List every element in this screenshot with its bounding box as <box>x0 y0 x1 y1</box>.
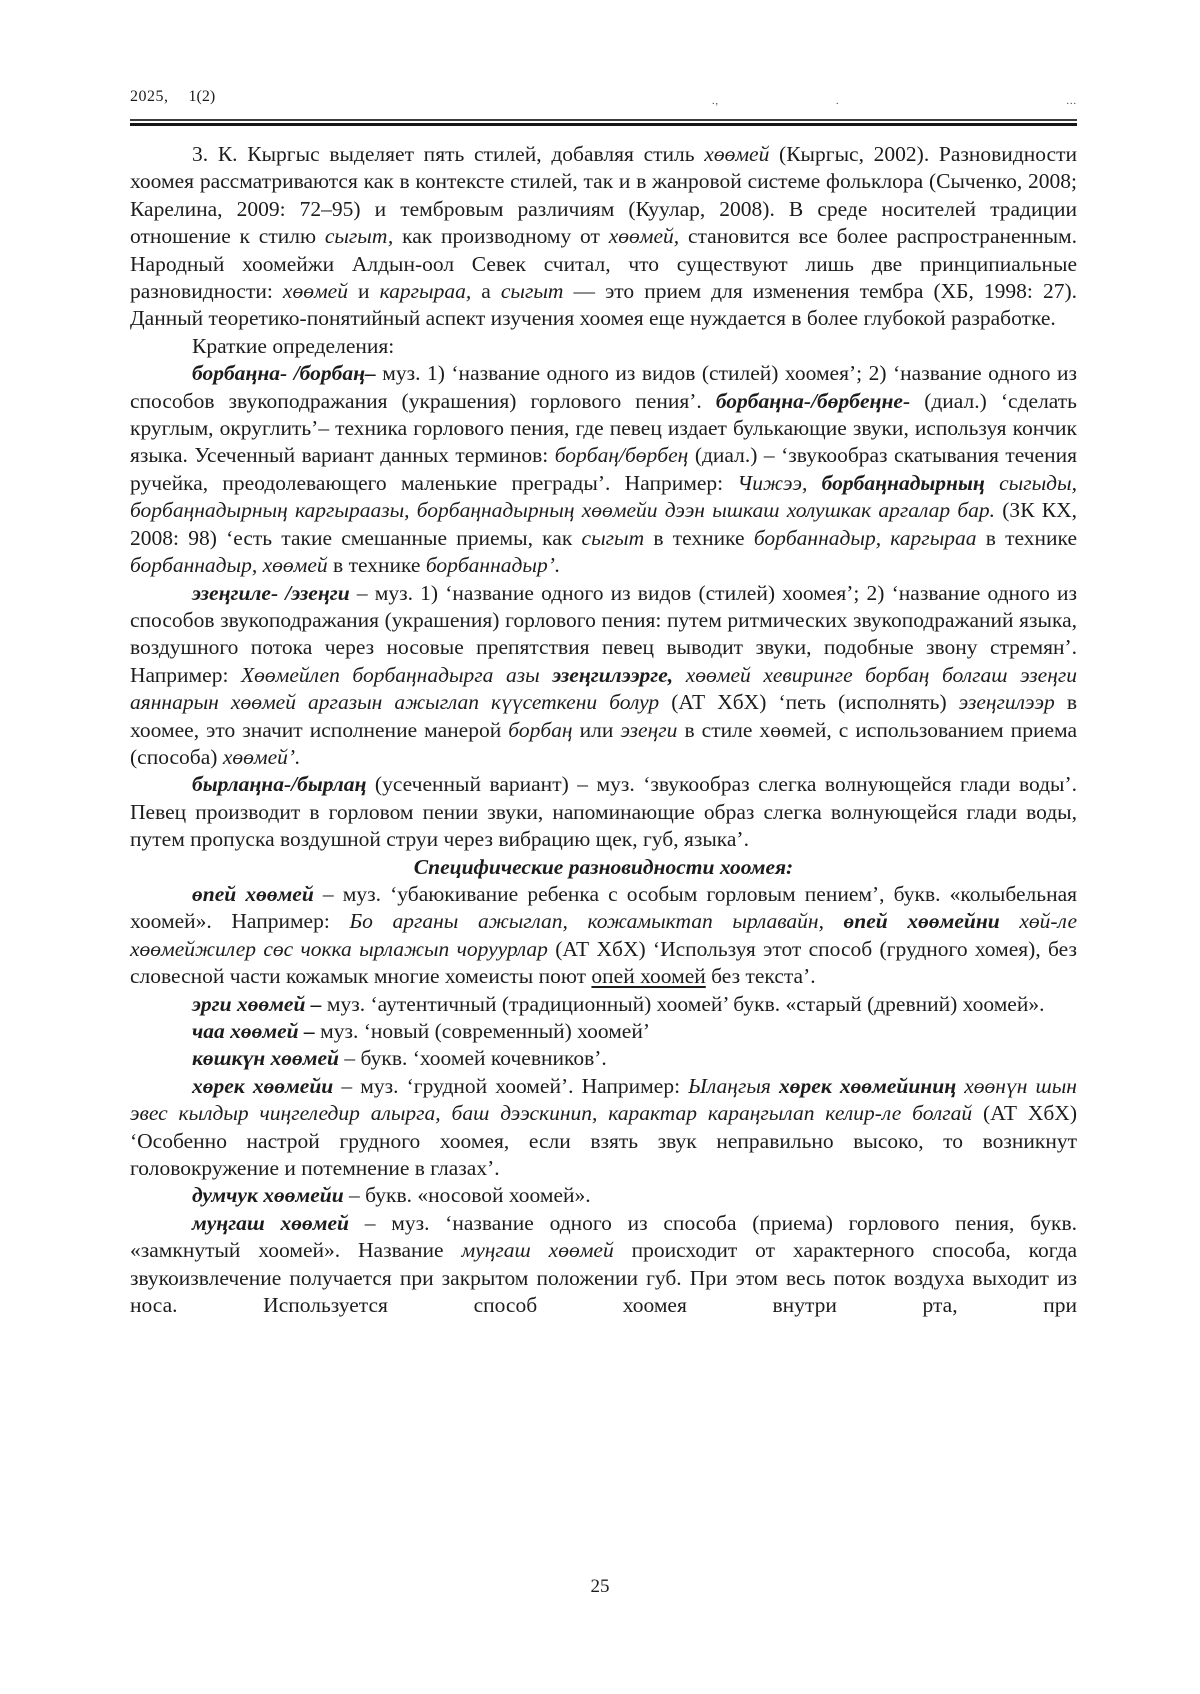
text-run: чаа хөөмей – <box>192 1019 315 1043</box>
text-run: сыгыды, борбаңнадырның каргыраазы, борбаңнадырның хөөмейи дээн ышкаш холушкак аргалар бар. <box>130 470 1077 523</box>
text-run: бырлаңна-/бырлаң <box>192 772 367 797</box>
header-faded-mark-1: ., <box>712 96 719 107</box>
text-run: өпей хөөмей <box>192 881 314 906</box>
text-run: (ЗК КХ, 2008: 98) ‘есть такие смешанные приемы, как <box>130 498 1078 550</box>
text-run: борбаннадыр’. <box>425 553 561 578</box>
definition-ergi <box>130 991 1077 1018</box>
text-run: – муз. ‘грудной хоомей’. Например: <box>333 1073 689 1098</box>
text-run: хөрек хөөмейиниң <box>779 1073 957 1098</box>
text-run: борбаң/бөрбең <box>554 443 689 468</box>
text-run: становится все более распространенным. Народный хоомейжи Алдын-оол Севек считал, что существуют лишь две принципиальные разновидности: <box>130 224 1077 304</box>
text-run: хөөмей’. <box>222 744 301 769</box>
text-run: Хөөмейлеп борбаңнадырга азы <box>241 662 553 687</box>
text-run: в технике <box>644 525 754 550</box>
definition-dumchuk <box>130 1182 1077 1209</box>
text-run: (АТ ХбХ) ‘петь (исполнять) <box>659 690 959 715</box>
text-run: хөөмей хевиринге борбаң болгаш эзеңги аяннарын хөөмей аргазын ажыглап күүсеткени болур <box>130 662 1078 715</box>
text-run: борбаңна- /борбаң– <box>192 361 376 386</box>
text-run: (диал.) – ‘звукообраз скатывания течения ручейка, преодолевающего маленькие преграды’. Например: <box>130 443 1077 495</box>
text-run: эрги хөөмей – <box>192 991 322 1016</box>
definition-byrlanna <box>130 771 1077 853</box>
definition-ezengile <box>130 580 1077 772</box>
text-run: борбаннадыр, каргыраа <box>753 525 977 550</box>
document-body <box>130 141 1077 1319</box>
text-run: а <box>471 279 501 304</box>
text-run: (Кыргыс, 2002). Разновидности хоомея рассматриваются как в контексте стилей, так и в жанровой системе фольклора (Сыченко, 2008; Карелина, 2009: 72–95) и тембровым различиям (Куулар, 2008). В среде носителей традиции отношение к стилю <box>130 142 1077 249</box>
header-faded-mark-3: ... <box>1066 96 1077 107</box>
text-run: хөөмей, <box>608 224 680 249</box>
paragraph-intro <box>130 141 1077 333</box>
text-run: муз. ‘новый (современный) хоомей’ <box>314 1019 651 1043</box>
text-run: в хоомее, это значит исполнение манерой <box>130 690 1078 742</box>
text-run: – муз. ‘название одного из способа (приема) горлового пения, букв. «замкнутый хоомей». Название <box>130 1210 1077 1263</box>
text-run: – букв. ‘хоомей кочевников’. <box>339 1046 607 1071</box>
text-run: и <box>347 279 380 304</box>
text-run: Ылаңгыя <box>688 1073 780 1098</box>
section-heading-specific-varieties <box>130 854 1077 881</box>
text-run: эзеңгилээр <box>958 690 1055 715</box>
text-run: сыгыт, <box>324 224 394 249</box>
text-run: борбаңна-/бөрбеңне- <box>715 388 911 413</box>
text-run: борбаңнадырның <box>821 470 985 495</box>
text-run: муңгаш хөөмей <box>192 1210 350 1235</box>
page-footer <box>0 1576 1200 1598</box>
text-run: (усеченный вариант) – муз. ‘звукообраз слегка волнующейся глади воды’. Певец производит в горловом пении звуки, напоминающие образ слегка волнующейся глади воды, путем пропуска воздушной струи через вибрацию щек, губ, языка’. <box>130 772 1077 852</box>
text-run: хөрек хөөмейи <box>192 1073 334 1098</box>
definition-koshkun <box>130 1045 1077 1072</box>
text-run: – букв. «носовой хоомей». <box>343 1183 591 1208</box>
text-run: борбаннадыр, хөөмей <box>130 553 328 578</box>
paragraph-definitions-label <box>130 333 1077 360</box>
header-issue: 1(2) <box>188 88 216 105</box>
header-faded-mark-2: . <box>836 96 840 107</box>
definition-opey <box>130 881 1077 991</box>
text-run: сыгыт <box>581 525 645 550</box>
text-run: көшкүн хөөмей <box>192 1046 339 1071</box>
text-run: хөөмей <box>704 142 770 166</box>
text-run: эзеңгиле- /эзеңги <box>192 580 350 605</box>
text-run: без текста’. <box>705 964 816 989</box>
text-run: эзеңгилээрге, <box>552 662 674 687</box>
text-run: (АТ ХбХ) ‘Используя этот способ (грудного хомея), без словесной части кожамык многие хомеисты поют <box>130 936 1077 989</box>
text-run: в стиле хөөмей, с использованием приема (способа) <box>130 717 1077 769</box>
text-run: Специфические разновидности хоомея: <box>413 854 794 879</box>
text-run: муз. 1) ‘название одного из видов (стилей) хоомея’; 2) ‘название одного из способов звукоподражания (украшения) горлового пения’. <box>130 361 1078 413</box>
text-run: думчук хөөмейи <box>192 1183 344 1208</box>
definition-khorek <box>130 1073 1077 1183</box>
text-run: (диал.) ‘сделать круглым, округлить’– техника горлового пения, где певец издает булькающие звуки, используя кончик языка. Усеченный вариант данных терминов: <box>130 388 1077 468</box>
text-run: в технике <box>976 525 1077 550</box>
page-header <box>130 88 1077 114</box>
definition-borbanna <box>130 360 1077 579</box>
text-run: – муз. ‘убаюкивание ребенка с особым горловым пением’, букв. «колыбельная хоомей». Например: <box>130 881 1078 934</box>
text-run: өпей хөөмейни <box>843 909 1000 934</box>
text-run: — это прием для изменения тембра (ХБ, 1998: 27). Данный теоретико-понятийный аспект изучения хоомея еще нуждается в более глубокой разработке. <box>130 279 1077 331</box>
text-run: Краткие определения: <box>192 333 395 358</box>
text-run: 3. К. Кыргыс выделяет пять стилей, добавляя стиль <box>192 142 705 166</box>
text-run: хөй-ле хөөмейжилер сөс чокка ырлажып чоруурлар <box>130 909 1077 961</box>
text-run: происходит от характерного способа, когда звукоизвлечение получается при закрытом положении губ. При этом весь поток воздуха выходит из носа. Используется способ хоомея внутри рта, при <box>130 1238 1077 1318</box>
text-run: в технике <box>327 553 426 578</box>
text-run: эзеңги <box>620 717 678 742</box>
text-run: сыгыт <box>500 279 564 304</box>
text-run: опей хоомей <box>591 964 706 989</box>
text-run: (АТ ХбХ) ‘Особенно настрой грудного хоомея, если взять звук неправильно высоко, то возникнут головокружение и потемнение в глазах’. <box>130 1101 1077 1181</box>
text-run: Бо арганы ажыглап, кожамыктап ырлавайн, <box>349 909 844 934</box>
text-run: муңгаш хөөмей <box>461 1238 614 1263</box>
text-run: каргыраа, <box>379 279 472 304</box>
text-run: – муз. 1) ‘название одного из видов (стилей) хоомея’; 2) ‘название одного из способов звукоподражания (украшения) горлового пения: путем ритмических звукоподражаний языка, воздушного потока через носовые препятствия певец выводит звуки, подобные звону стремян’. Например: <box>130 580 1077 687</box>
text-run: как производному от <box>393 224 609 249</box>
text-run: муз. ‘аутентичный (традиционный) хоомей’ букв. «старый (древний) хоомей». <box>321 991 1045 1016</box>
text-run: борбаң <box>508 717 573 742</box>
definition-chaa <box>130 1018 1077 1045</box>
text-run: хөөнүн шын эвес кылдыр чиңгеледир алырга, баш дээскинип, карактар караңгылап келир-ле болгай <box>130 1073 1077 1126</box>
header-divider-rule <box>130 119 1077 126</box>
header-year: 2025, <box>130 88 169 105</box>
text-run: или <box>572 717 621 742</box>
text-run: хөөмей <box>282 279 348 304</box>
text-run: Чижээ, <box>737 470 822 495</box>
page-number: 25 <box>590 1576 610 1597</box>
definition-mungash <box>130 1210 1077 1320</box>
